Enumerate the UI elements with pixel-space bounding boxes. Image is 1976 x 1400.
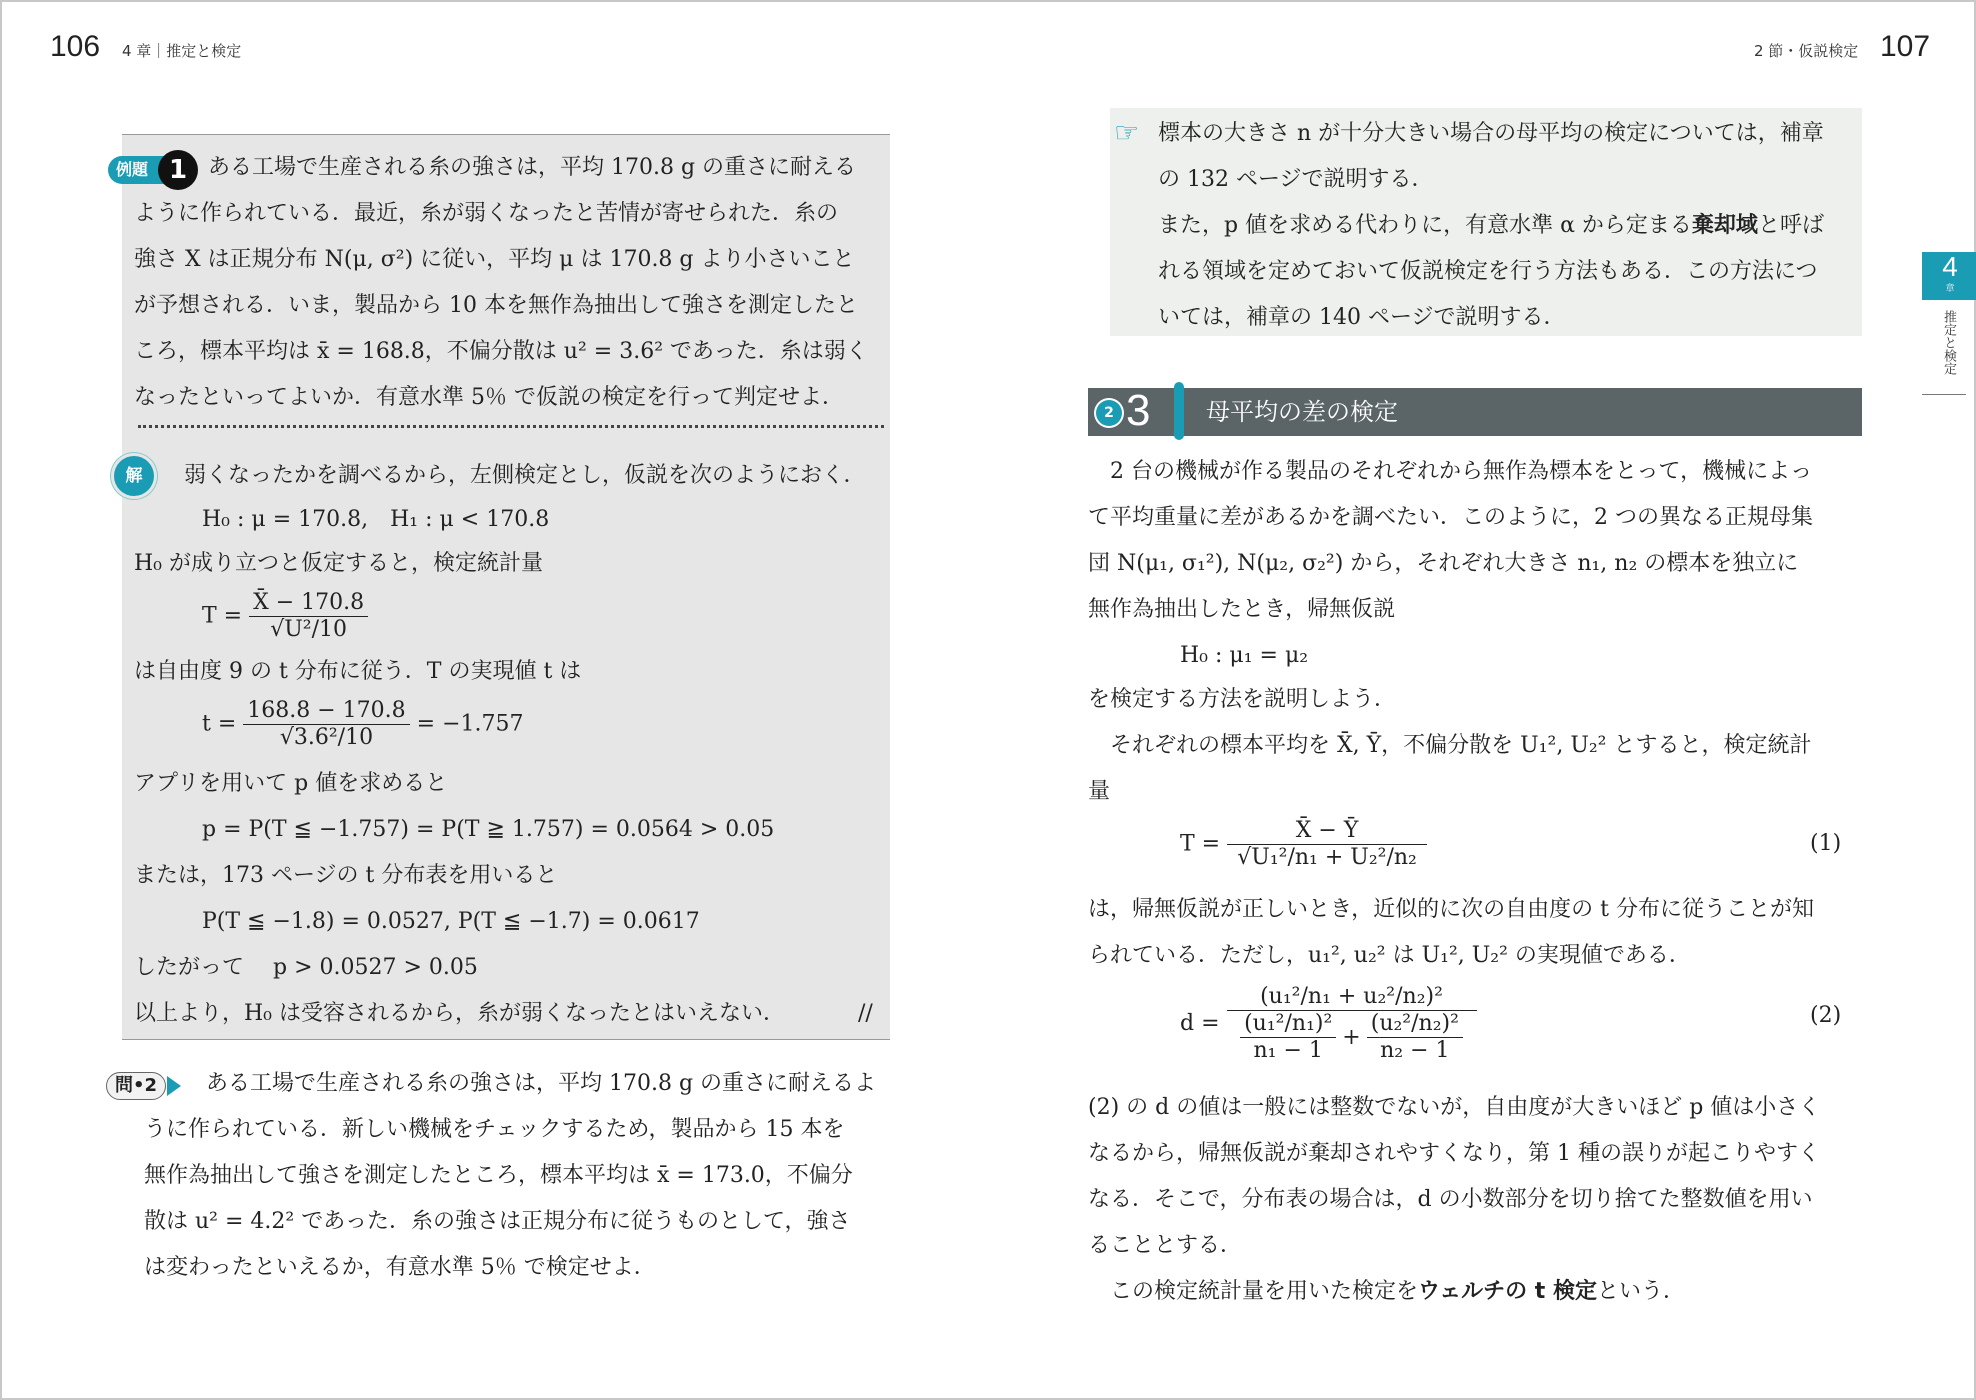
pointing-hand-icon: ☞ bbox=[1114, 116, 1140, 149]
example-tag: 例題 bbox=[108, 156, 166, 184]
example-line-3: 強さ X は正規分布 N(μ, σ²) に従い，平均 μ は 170.8 g より小さいこと bbox=[134, 247, 855, 272]
eq1-denominator: √U₁²/n₁ + U₂²/n₂ bbox=[1237, 845, 1417, 870]
section-accent bbox=[1174, 382, 1184, 440]
solution-line-4: は自由度 9 の t 分布に従う．T の実現値 t は bbox=[134, 659, 582, 684]
formula-t-lhs: t = bbox=[202, 711, 244, 737]
example-line-4: が予想される．いま，製品から 10 本を無作為抽出して強さを測定したと bbox=[134, 293, 858, 318]
section-heading-bar bbox=[1088, 388, 1862, 436]
section-title: 母平均の差の検定 bbox=[1206, 398, 1398, 426]
solution-table-values: P(T ≦ −1.8) = 0.0527, P(T ≦ −1.7) = 0.0617 bbox=[202, 909, 700, 934]
solution-formula-T bbox=[202, 590, 368, 643]
body-p4-line-1: は，帰無仮説が正しいとき，近似的に次の自由度の t 分布に従うことが知 bbox=[1088, 897, 1814, 922]
formula-t-rhs: = −1.757 bbox=[409, 711, 524, 737]
note-line-5: いては，補章の 140 ページで説明する． bbox=[1158, 305, 1566, 330]
equation-1-number: (1) bbox=[1810, 831, 1842, 856]
solution-line-3: H₀ が成り立つと仮定すると，検定統計量 bbox=[134, 551, 543, 576]
left-running-title: 4 章｜推定と検定 bbox=[122, 42, 242, 60]
formula-t-numerator: 168.8 − 170.8 bbox=[243, 698, 409, 725]
equation-1 bbox=[1180, 818, 1427, 871]
chapter-tab-label: 章 bbox=[1945, 283, 1955, 293]
solution-end-mark: // bbox=[858, 1001, 873, 1026]
section-number: 3 bbox=[1126, 386, 1151, 435]
chapter-tab bbox=[1922, 252, 1976, 300]
body-p4-line-2: られている．ただし，u₁², u₂² は U₁², U₂² の実現値である． bbox=[1088, 943, 1691, 968]
eq2-term2-numerator: (u₂²/n₂)² bbox=[1367, 1011, 1463, 1038]
chapter-tab-number: 4 bbox=[1942, 251, 1958, 282]
left-page-number: 106 bbox=[50, 30, 101, 63]
body-p6-bold-term: ウェルチの t 検定 bbox=[1418, 1279, 1597, 1304]
right-running-title: 2 節・仮説検定 bbox=[1754, 42, 1859, 60]
body-p3-line-2: 量 bbox=[1088, 779, 1111, 804]
body-p1-line-4: 無作為抽出したとき，帰無仮説 bbox=[1088, 597, 1396, 622]
body-p1-line-3: 団 N(μ₁, σ₁²), N(μ₂, σ₂²) から，それぞれ大きさ n₁, n₂ の標本を独立に bbox=[1088, 551, 1799, 576]
question-line-2: うに作られている．新しい機械をチェックするため，製品から 15 本を bbox=[144, 1117, 845, 1142]
eq2-term1-denominator: n₁ − 1 bbox=[1253, 1038, 1323, 1063]
eq2-plus: + bbox=[1342, 1024, 1361, 1050]
body-null-hypothesis: H₀ : μ₁ = μ₂ bbox=[1180, 643, 1309, 668]
note-line-3 bbox=[1158, 212, 1824, 240]
note-line-1: 標本の大きさ n が十分大きい場合の母平均の検定については，補章 bbox=[1158, 121, 1824, 146]
eq2-lhs: d = bbox=[1180, 1011, 1227, 1036]
section-chapter-circle: 2 bbox=[1096, 400, 1122, 426]
body-p2: を検定する方法を説明しよう． bbox=[1088, 687, 1397, 712]
body-p5-line-4: ることとする． bbox=[1088, 1233, 1243, 1258]
body-p6-pre: この検定統計量を用いた検定を bbox=[1110, 1279, 1419, 1304]
formula-t-denominator: √3.6²/10 bbox=[279, 725, 374, 750]
eq1-numerator: X̄ − Ȳ bbox=[1227, 818, 1427, 845]
body-p3-line-1: それぞれの標本平均を X̄, Ȳ，不偏分散を U₁², U₂² とすると，検定統計 bbox=[1110, 733, 1812, 758]
body-p5-line-1: (2) の d の値は一般には整数でないが，自由度が大きいほど p 値は小さく bbox=[1088, 1095, 1821, 1120]
solution-line-9: したがって p > 0.0527 > 0.05 bbox=[134, 955, 478, 980]
question-badge: 問•2 bbox=[106, 1072, 166, 1100]
solution-line-7: または，173 ページの t 分布表を用いると bbox=[134, 863, 558, 888]
note-line-2: の 132 ページで説明する． bbox=[1158, 167, 1434, 192]
solution-formula-t bbox=[202, 698, 524, 751]
question-line-5: は変わったといえるか，有意水準 5％ で検定せよ． bbox=[144, 1255, 656, 1280]
example-line-6: なったといってよいか．有意水準 5％ で仮説の検定を行って判定せよ． bbox=[134, 385, 844, 410]
body-p1-line-1: 2 台の機械が作る製品のそれぞれから無作為標本をとって，機械によっ bbox=[1110, 459, 1813, 484]
right-page-number: 107 bbox=[1880, 30, 1931, 63]
formula-T-denominator: √U²/10 bbox=[270, 617, 348, 642]
eq1-lhs: T = bbox=[1180, 831, 1228, 857]
equation-2-number: (2) bbox=[1810, 1003, 1842, 1028]
chapter-tab-divider bbox=[1922, 394, 1966, 395]
solution-line-5: アプリを用いて p 値を求めると bbox=[134, 771, 448, 796]
equation-2 bbox=[1180, 984, 1477, 1064]
eq2-term1-numerator: (u₁²/n₁)² bbox=[1240, 1011, 1336, 1038]
note-bold-term: 棄却域 bbox=[1691, 213, 1758, 238]
formula-T-lhs: T = bbox=[202, 603, 250, 629]
example-number: 1 bbox=[158, 150, 198, 190]
question-line-4: 散は u² = 4.2² であった．糸の強さは正規分布に従うものとして，強さ bbox=[144, 1209, 851, 1234]
example-divider bbox=[138, 425, 884, 428]
formula-T-numerator: X̄ − 170.8 bbox=[249, 590, 368, 617]
example-line-2: ように作られている．最近，糸が弱くなったと苦情が寄せられた．糸の bbox=[134, 201, 839, 226]
question-line-3: 無作為抽出して強さを測定したところ，標本平均は x̄ = 173.0，不偏分 bbox=[144, 1163, 853, 1188]
note-line-4: れる領域を定めておいて仮説検定を行う方法もある．この方法につ bbox=[1158, 259, 1818, 284]
body-p6 bbox=[1110, 1278, 1685, 1306]
solution-p-value: p = P(T ≦ −1.757) = P(T ≧ 1.757) = 0.0564 > 0.05 bbox=[202, 817, 775, 842]
question-arrow-icon bbox=[167, 1076, 181, 1096]
solution-hypotheses: H₀ : μ = 170.8, H₁ : μ < 170.8 bbox=[202, 507, 550, 532]
solution-badge: 解 bbox=[114, 456, 154, 496]
solution-line-1: 弱くなったかを調べるから，左側検定とし，仮説を次のようにおく． bbox=[184, 463, 866, 488]
example-line-5: ころ，標本平均は x̄ = 168.8，不偏分散は u² = 3.6² であった．糸は弱く bbox=[134, 339, 868, 364]
chapter-tab-title: 推定と検定 bbox=[1941, 310, 1956, 375]
note-line-3-tail: と呼ば bbox=[1757, 213, 1824, 238]
eq2-numerator: (u₁²/n₁ + u₂²/n₂)² bbox=[1227, 984, 1477, 1011]
body-p1-line-2: て平均重量に差があるかを調べたい．このように，2 つの異なる正規母集 bbox=[1088, 505, 1813, 530]
note-line-3-text: また，p 値を求める代わりに，有意水準 α から定まる bbox=[1158, 213, 1692, 238]
body-p5-line-3: なる．そこで，分布表の場合は，d の小数部分を切り捨てた整数値を用い bbox=[1088, 1187, 1813, 1212]
body-p6-post: という． bbox=[1596, 1279, 1685, 1304]
solution-conclusion: 以上より，H₀ は受容されるから，糸が弱くなったとはいえない． bbox=[134, 1001, 786, 1026]
eq2-term2-denominator: n₂ − 1 bbox=[1380, 1038, 1450, 1063]
example-line-1: ある工場で生産される糸の強さは，平均 170.8 g の重さに耐える bbox=[208, 155, 857, 180]
question-line-1: ある工場で生産される糸の強さは，平均 170.8 g の重さに耐えるよ bbox=[206, 1071, 877, 1096]
body-p5-line-2: なるから，帰無仮説が棄却されやすくなり，第 1 種の誤りが起こりやすく bbox=[1088, 1141, 1820, 1166]
